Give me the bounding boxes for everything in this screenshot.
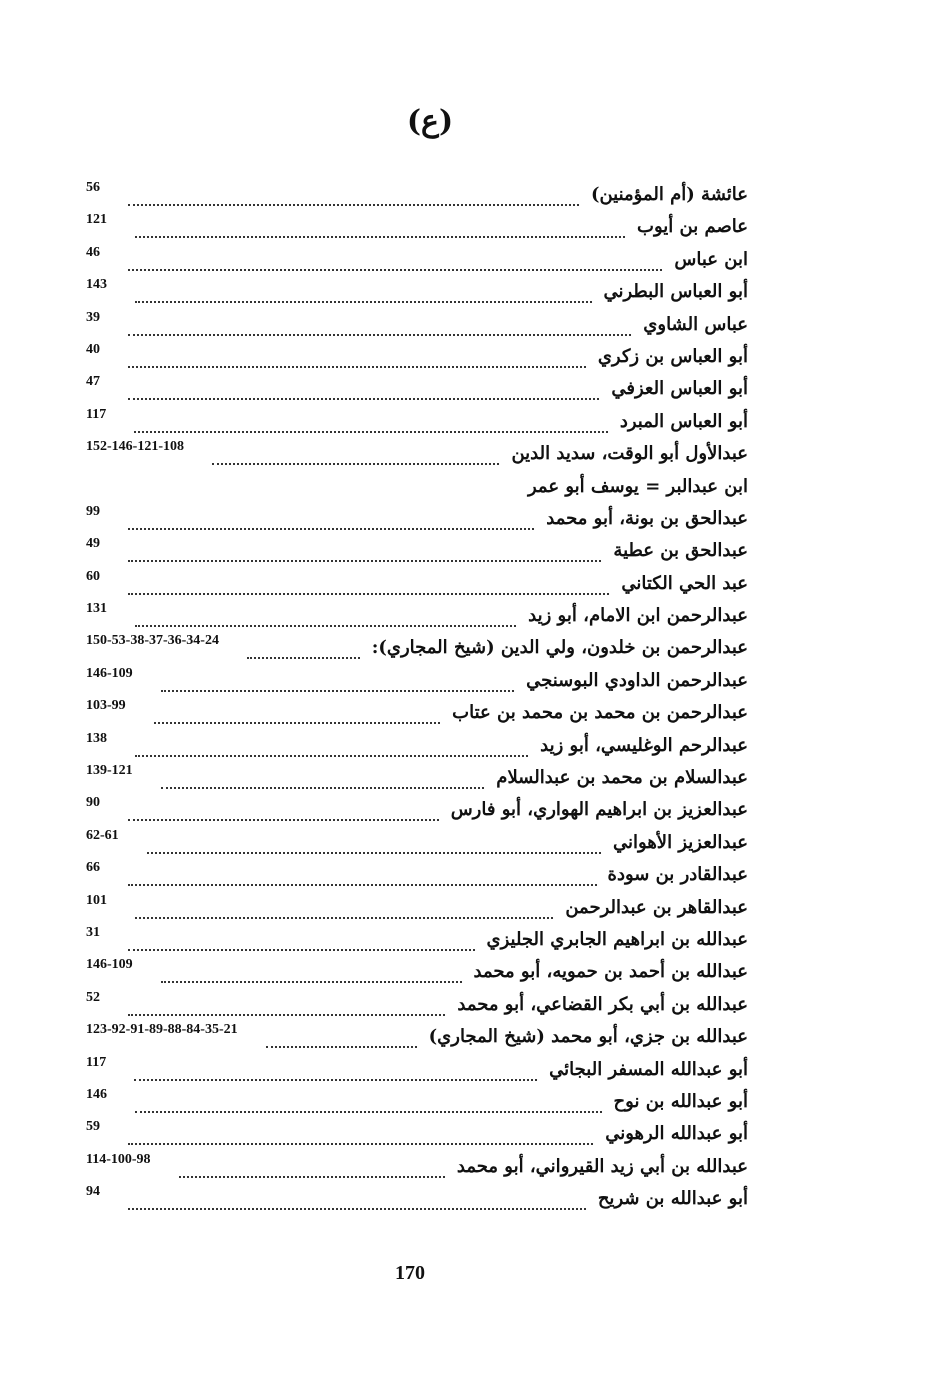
entry-name: عاصم بن أيوب [627,215,748,239]
dot-leader [134,1059,545,1081]
entry-pages: 39 [86,309,100,325]
dot-leader [128,314,639,336]
entry-pages: 146-109 [86,665,133,681]
entry-pages: 138 [86,730,107,746]
dot-leader [135,605,524,627]
dot-leader [135,897,561,919]
entry-name: عبدالله بن أبي زيد القيرواني، أبو محمد [447,1155,748,1179]
index-entry [82,986,748,1018]
entry-pages: 117 [86,1054,107,1070]
dot-leader [128,929,483,951]
entry-name: عبدالعزيز بن ابراهيم الهواري، أبو فارس [441,798,748,822]
entry-name: عبدالله بن جزي، أبو محمد (شيخ المجاري) [419,1025,748,1049]
entry-name: عبدالسلام بن محمد بن عبدالسلام [486,766,748,790]
entry-pages: 59 [86,1119,100,1135]
entry-name: ابن عباس [664,248,748,272]
index-entry [82,1115,748,1147]
entry-pages: 150-53-38-37-36-34-24 [86,633,219,649]
index-entry [82,791,748,823]
entry-pages: 62-61 [86,827,119,843]
entry-name: عبدالله بن أحمد بن حمويه، أبو محمد [464,960,748,984]
entry-name: عبدالقادر بن سودة [598,863,748,887]
entry-pages: 40 [86,341,100,357]
dot-leader [128,540,609,562]
dot-leader [128,1123,601,1145]
entry-name: أبو عبدالله المسفر البجائي [539,1058,748,1082]
entry-name: عبدالحق بن بونة، أبو محمد [536,507,748,531]
entry-name: عبدالرحمن ابن الامام، أبو زيد [518,604,748,628]
dot-leader [212,443,507,465]
section-heading: (ع) [406,104,454,139]
entry-pages: 66 [86,860,100,876]
entry-pages: 46 [86,244,100,260]
dot-leader [128,184,587,206]
entry-pages: 47 [86,374,100,390]
index-entry [82,370,748,402]
entry-pages: 99 [86,503,100,519]
entry-name: أبو العباس العزفي [601,377,748,401]
entry-pages: 152-146-121-108 [86,439,184,455]
dot-leader [266,1026,425,1048]
entry-name: عبدالله بن أبي بكر القضاعي، أبو محمد [447,993,748,1017]
entry-pages: 139-121 [86,763,133,779]
dot-leader [128,994,453,1016]
index-entry [82,338,748,370]
entry-pages: 56 [86,180,100,195]
entry-pages: 123-92-91-89-88-84-35-21 [86,1022,238,1038]
dot-leader [128,1188,594,1210]
entry-name: أبو عبدالله بن نوح [604,1090,748,1114]
index-entry [82,694,748,726]
entry-pages: 114-100-98 [86,1151,151,1167]
index-entry [82,921,748,953]
index-entry [82,176,748,208]
dot-leader [147,832,609,854]
entry-pages: 49 [86,536,100,552]
entry-name: عبدالقاهر بن عبدالرحمن [555,896,748,920]
index-entry [82,500,748,532]
dot-leader [135,735,536,757]
entry-name: أبو عبدالله بن شريح [588,1187,748,1211]
entry-name: عبدالرحمن الداودي البوسنجي [516,669,748,693]
dot-leader [161,961,470,983]
entry-pages: 131 [86,601,107,617]
index-entry [82,1018,748,1050]
entry-pages: 146-109 [86,957,133,973]
entry-pages: 103-99 [86,698,126,714]
index-list [82,176,748,1213]
entry-pages: 94 [86,1184,100,1200]
entry-pages: 60 [86,568,100,584]
index-entry [82,824,748,856]
page-number: 170 [395,1262,425,1284]
entry-name: عبدالله بن ابراهيم الجابري الجليزي [477,928,748,952]
dot-leader [179,1156,453,1178]
dot-leader [161,670,522,692]
entry-pages: 52 [86,989,100,1005]
dot-leader [135,281,599,303]
entry-name: عبدالرحمن بن خلدون، ولي الدين (شيخ المجاري): [362,636,748,660]
entry-name: عبدالأول أبو الوقت، سديد الدين [501,442,748,466]
entry-name: أبو العباس البطرني [593,280,748,304]
dot-leader [128,249,670,271]
index-entry [82,565,748,597]
dot-leader [128,508,542,530]
entry-name: أبو العباس بن زكري [588,345,748,369]
index-entry [82,532,748,564]
index-entry [82,468,748,500]
dot-leader [161,767,492,789]
entry-name: عبدالحق بن عطية [603,539,748,563]
entry-name: أبو العباس المبرد [610,410,748,434]
dot-leader [247,637,368,659]
dot-leader [128,799,447,821]
entry-pages: 101 [86,892,107,908]
entry-name: ابن عبدالبر = يوسف أبو عمر [518,475,748,499]
entry-name: عبدالرحمن بن محمد بن محمد بن عتاب [442,701,748,725]
dot-leader [135,216,633,238]
index-entry [82,629,748,661]
entry-name: عائشة (أم المؤمنين) [581,183,748,207]
entry-pages: 117 [86,406,107,422]
dot-leader [128,864,604,886]
index-entry [82,856,748,888]
index-entry [82,1083,748,1115]
index-entry [82,403,748,435]
dot-leader [128,378,607,400]
index-entry [82,1180,748,1212]
index-entry [82,273,748,305]
entry-pages: 143 [86,277,107,293]
dot-leader [154,702,448,724]
index-entry [82,953,748,985]
dot-leader [134,411,616,433]
entry-name: عبد الحي الكتاني [611,572,748,596]
entry-name: أبو عبدالله الرهوني [595,1122,748,1146]
dot-leader [128,573,617,595]
entry-pages: 31 [86,924,100,940]
dot-leader [128,346,594,368]
entry-pages: 121 [86,212,107,228]
index-entry [82,1051,748,1083]
index-entry [82,1148,748,1180]
index-entry [82,662,748,694]
entry-pages: 90 [86,795,100,811]
index-entry [82,597,748,629]
index-entry [82,759,748,791]
index-entry [82,727,748,759]
index-entry [82,241,748,273]
index-entry [82,435,748,467]
index-entry [82,889,748,921]
entry-name: عباس الشاوي [633,313,748,337]
entry-pages: 146 [86,1086,107,1102]
index-entry [82,306,748,338]
dot-leader [135,1091,610,1113]
index-entry [82,208,748,240]
entry-name: عبدالرحم الوغليسي، أبو زيد [530,734,748,758]
entry-name: عبدالعزيز الأهواني [603,831,748,855]
